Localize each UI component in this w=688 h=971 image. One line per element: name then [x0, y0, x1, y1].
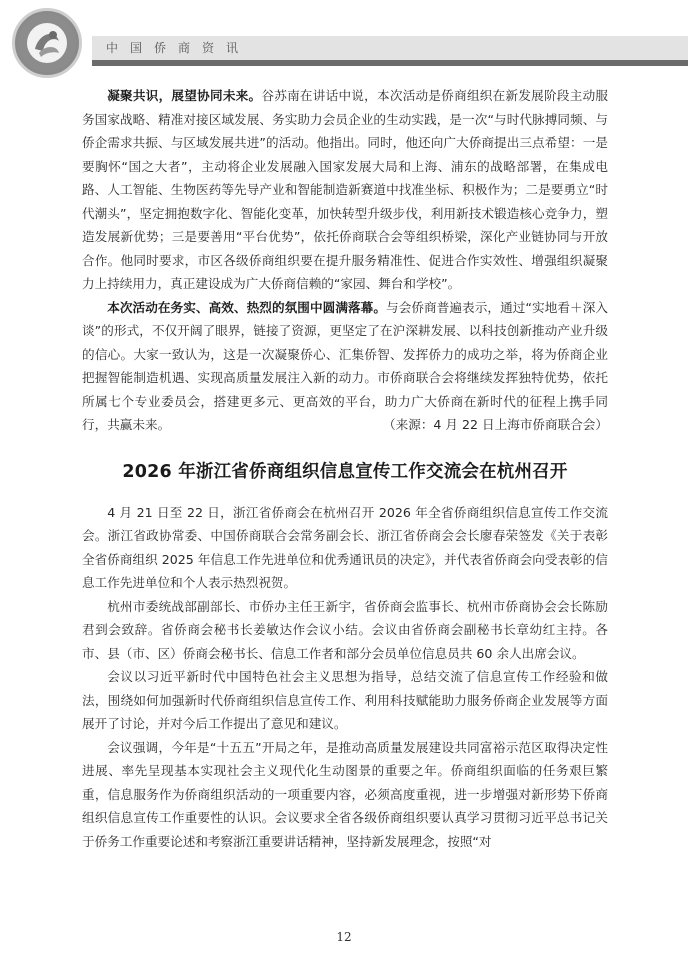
federation-logo-icon — [12, 8, 82, 78]
page-number: 12 — [336, 930, 352, 944]
article2-paragraph: 会议强调，今年是“十五五”开局之年，是推动高质量发展建设共同富裕示范区取得决定性进展、率先呈现基本实现社会主义现代化生动图景的重要之年。侨商组织面临的任务艰巨繁重，信息服务作为侨商组织活动的一项重要内容，必须高度重视，进一步增强对新形势下侨商组织信息宣传工作重要性的认识。会议要求全省各级侨商组织要认真学习贯彻习近平总书记关于侨务工作重要论述和考察浙江重要讲话精神，坚持新发展理念，按照“对 — [82, 739, 608, 849]
source-note: （来源：4 月 22 日上海市侨商联合会） — [383, 417, 608, 432]
page-content — [82, 84, 608, 853]
paragraph-lead: 凝聚共识，展望协同未来。 — [107, 88, 262, 103]
paragraph-lead: 本次活动在务实、高效、热烈的氛围中圆满落幕。 — [107, 299, 387, 315]
article2-paragraph: 4 月 21 日至 22 日，浙江省侨商会在杭州召开 2026 年全省侨商组织信息宣传工作交流会。浙江省政协常委、中国侨商联合会常务副会长、浙江省侨商会会长廖春荣签发《关于表彰全省侨商组织 2025 年信息工作先进单位和优秀通讯员的决定》，并代表省侨商会向受表彰的信息工作先进单位和个人表示热烈祝贺。 — [82, 504, 608, 590]
article2-title: 2026 年浙江省侨商组织信息宣传工作交流会在杭州召开 — [122, 461, 568, 482]
article2-paragraph: 会议以习近平新时代中国特色社会主义思想为指导，总结交流了信息宣传工作经验和做法，围绕如何加强新时代侨商组织信息宣传工作、利用科技赋能助力服务侨商企业发展等方面展开了讨论，并对今后工作提出了意见和建议。 — [82, 669, 608, 731]
header-divider — [92, 60, 688, 66]
running-title: 中国侨商资讯 — [106, 41, 251, 55]
article2-paragraph: 杭州市委统战部副部长、市侨办主任王新宇，省侨商会监事长、杭州市侨商协会会长陈励君到会致辞。省侨商会秘书长姜敏达作会议小结。会议由省侨商会副秘书长章幼红主持。各市、县（市、区）侨商会秘书长、信息工作者和部分会员单位信息员共 60 余人出席会议。 — [82, 598, 608, 661]
article1-paragraph-2 — [82, 296, 608, 437]
page-header — [0, 0, 688, 90]
paragraph-body: 谷苏南在讲话中说，本次活动是侨商组织在新发展阶段主动服务国家战略、精准对接区域发展、务实助力会员企业的生动实践，是一次“与时代脉搏同频、与侨企需求共振、与区域发展共进”的活动。他指出。同时，他还向广大侨商提出三点希望：一是要胸怀“国之大者”，主动将企业发展融入国家发展大局和上海、浦东的战略部署，在集成电路、人工智能、生物医药等先导产业和智能制造新赛道中找准坐标、积极作为；二是要勇立“时代潮头”，坚定拥抱数字化、智能化变革，加快转型升级步伐，利用新技术锻造核心竞争力，塑造发展新优势；三是要善用“平台优势”，依托侨商联合会等组织桥梁，深化产业链协同与开放合作。他同时要求，市区各级侨商组织要在提升服务精准性、促进合作实效性、增强组织凝聚力上持续用力，真正建设成为广大侨商信赖的“家园、舞台和学校”。 — [82, 88, 609, 291]
paragraph-body: 与会侨商普遍表示，通过“实地看＋深入谈”的形式，不仅开阔了眼界，链接了资源，更坚定了在沪深耕发展、以科技创新推动产业升级的信心。大家一致认为，这是一次凝聚侨心、汇集侨智、发挥侨力的成功之举，将为侨商企业把握智能制造机遇、实现高质量发展注入新的动力。市侨商联合会将继续发挥独特优势，依托所属七个专业委员会，搭建更多元、更高效的平台，助力广大侨商在新时代的征程上携手同行，共赢未来。 — [82, 299, 608, 432]
article1-paragraph-1 — [82, 84, 608, 296]
